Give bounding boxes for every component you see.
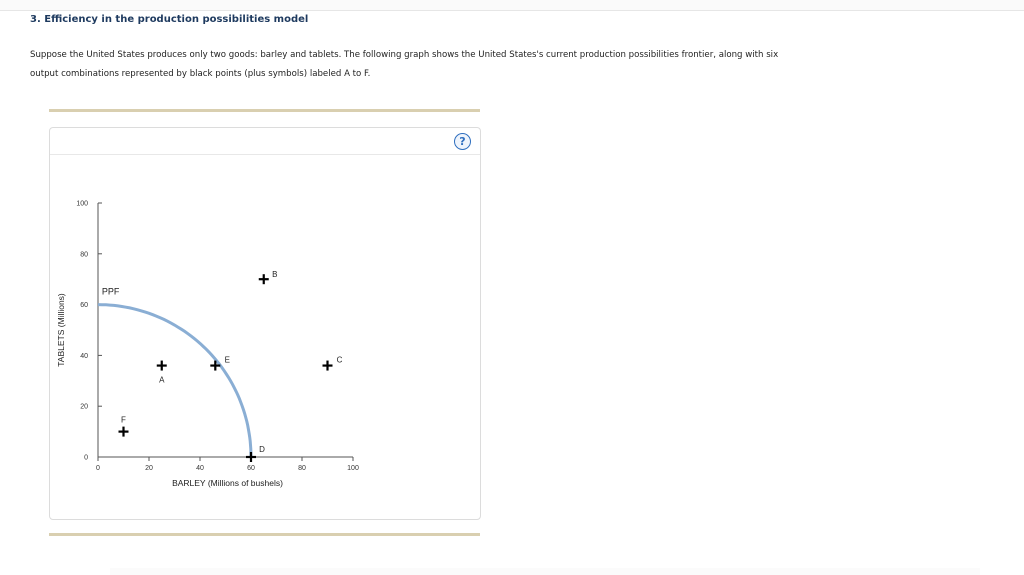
y-tick-label: 100 [76, 200, 88, 208]
point-label: A [159, 375, 165, 385]
page-footer-strip [110, 568, 980, 575]
graph-panel [49, 127, 481, 520]
point-c [323, 356, 343, 371]
y-tick-label: 60 [80, 302, 88, 310]
y-tick-label: 20 [80, 403, 88, 411]
question-heading: 3. Efficiency in the production possibilities model [30, 14, 309, 25]
ppf-label: PPF [101, 286, 120, 297]
point-d [246, 445, 265, 462]
top-bar [0, 0, 1024, 11]
y-axis-label: TABLETS (Millions) [56, 293, 66, 367]
question-intro: Suppose the United States produces only two goods: barley and tablets. The following graph shows the United States's current production possibilities frontier, along with six output combinations represented by black points (plus symbols) labeled A to F. [30, 50, 779, 79]
point-label: F [121, 415, 126, 425]
y-tick-label: 80 [80, 251, 88, 259]
divider-bottom [49, 533, 480, 536]
x-tick-label: 0 [96, 465, 100, 472]
x-tick-label: 100 [347, 465, 359, 472]
ppf-curve [98, 305, 251, 457]
ppf-chart [50, 128, 480, 519]
y-tick-label: 0 [84, 454, 88, 462]
chart-axes [98, 203, 353, 457]
point-f [119, 416, 129, 437]
point-label: E [224, 355, 230, 365]
point-label: C [336, 355, 343, 365]
chart-points [119, 270, 343, 462]
x-axis-label: BARLEY (Millions of bushels) [172, 478, 283, 488]
point-a [157, 361, 167, 385]
help-icon[interactable]: ? [454, 133, 471, 150]
x-tick-label: 60 [247, 465, 255, 472]
point-label: D [259, 445, 265, 454]
x-tick-label: 40 [196, 465, 204, 472]
divider-top [49, 109, 480, 112]
point-label: B [272, 270, 278, 280]
point-b [259, 270, 278, 284]
x-tick-label: 80 [298, 465, 306, 472]
y-tick-label: 40 [80, 352, 88, 360]
x-tick-label: 20 [145, 465, 153, 472]
